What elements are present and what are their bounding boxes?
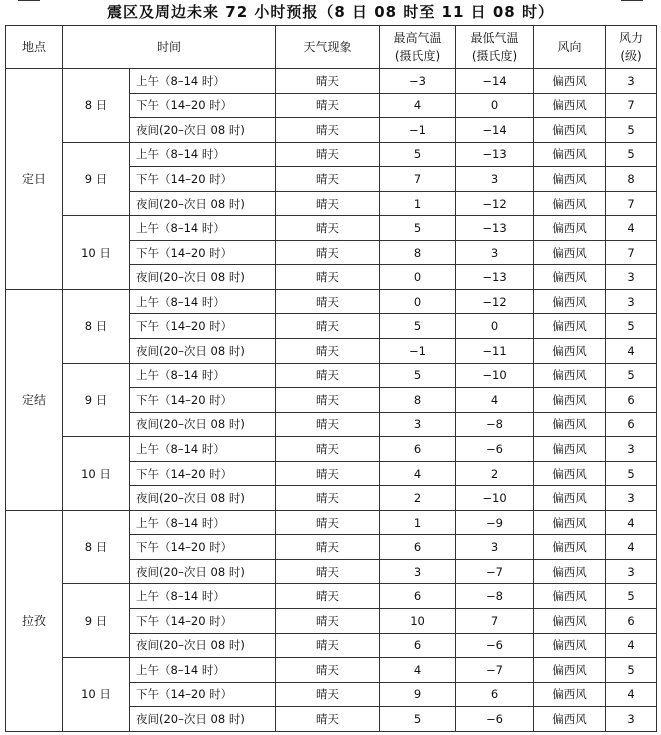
period-cell: 夜间(20–次日 08 时) xyxy=(130,118,276,143)
weather-cell: 晴天 xyxy=(276,339,380,364)
tmax-cell: 8 xyxy=(380,388,456,413)
weather-cell: 晴天 xyxy=(276,191,380,216)
wind-force-cell: 5 xyxy=(606,658,657,683)
tmin-cell: −14 xyxy=(456,118,534,143)
day-label: 8 日 xyxy=(63,289,130,363)
day-label: 9 日 xyxy=(63,584,130,658)
table-row xyxy=(6,142,657,167)
period-cell: 夜间(20–次日 08 时) xyxy=(130,191,276,216)
weather-cell: 晴天 xyxy=(276,240,380,265)
header-row xyxy=(6,26,657,69)
tmax-cell: 0 xyxy=(380,289,456,314)
table-row xyxy=(6,289,657,314)
tmax-cell: 4 xyxy=(380,461,456,486)
table-row xyxy=(6,69,657,94)
period-cell: 上午（8–14 时） xyxy=(130,142,276,167)
tmax-cell: 6 xyxy=(380,437,456,462)
tmin-cell: −10 xyxy=(456,486,534,511)
header-tmax-line1: 最高气温 xyxy=(393,31,442,45)
weather-cell: 晴天 xyxy=(276,265,380,290)
forecast-table xyxy=(5,25,657,732)
period-cell: 下午（14–20 时） xyxy=(130,461,276,486)
wind-force-cell: 3 xyxy=(606,559,657,584)
tmin-cell: −10 xyxy=(456,363,534,388)
tmax-cell: 1 xyxy=(380,510,456,535)
wind-direction-cell: 偏西风 xyxy=(534,609,606,634)
period-cell: 上午（8–14 时） xyxy=(130,363,276,388)
weather-cell: 晴天 xyxy=(276,412,380,437)
tmax-cell: 4 xyxy=(380,93,456,118)
wind-force-cell: 5 xyxy=(606,142,657,167)
tmax-cell: 3 xyxy=(380,559,456,584)
page-title: 震区及周边未来 72 小时预报（8 日 08 时至 11 日 08 时） xyxy=(107,3,554,21)
tmax-cell: 5 xyxy=(380,707,456,732)
wind-direction-cell: 偏西风 xyxy=(534,584,606,609)
wind-direction-cell: 偏西风 xyxy=(534,559,606,584)
period-cell: 下午（14–20 时） xyxy=(130,314,276,339)
wind-direction-cell: 偏西风 xyxy=(534,93,606,118)
tmax-cell: 0 xyxy=(380,265,456,290)
wind-force-cell: 3 xyxy=(606,265,657,290)
wind-direction-cell: 偏西风 xyxy=(534,167,606,192)
weather-cell: 晴天 xyxy=(276,388,380,413)
weather-cell: 晴天 xyxy=(276,363,380,388)
weather-cell: 晴天 xyxy=(276,584,380,609)
weather-cell: 晴天 xyxy=(276,682,380,707)
tmin-cell: 3 xyxy=(456,167,534,192)
table-row xyxy=(6,584,657,609)
wind-direction-cell: 偏西风 xyxy=(534,363,606,388)
wind-force-cell: 7 xyxy=(606,93,657,118)
tmax-cell: 6 xyxy=(380,535,456,560)
table-body xyxy=(6,69,657,732)
table-row xyxy=(6,216,657,241)
header-tmax-line2: (摄氏度) xyxy=(394,49,441,63)
wind-force-cell: 4 xyxy=(606,510,657,535)
wind-force-cell: 5 xyxy=(606,461,657,486)
wind-direction-cell: 偏西风 xyxy=(534,707,606,732)
header-tmin-line2: (摄氏度) xyxy=(471,49,518,63)
tmax-cell: 5 xyxy=(380,314,456,339)
period-cell: 夜间(20–次日 08 时) xyxy=(130,707,276,732)
wind-direction-cell: 偏西风 xyxy=(534,69,606,94)
period-cell: 下午（14–20 时） xyxy=(130,93,276,118)
wind-force-cell: 4 xyxy=(606,339,657,364)
period-cell: 夜间(20–次日 08 时) xyxy=(130,265,276,290)
weather-cell: 晴天 xyxy=(276,314,380,339)
day-label: 10 日 xyxy=(63,437,130,511)
wind-force-cell: 4 xyxy=(606,633,657,658)
wind-force-cell: 5 xyxy=(606,314,657,339)
weather-cell: 晴天 xyxy=(276,559,380,584)
tmax-cell: 5 xyxy=(380,216,456,241)
tmax-cell: 10 xyxy=(380,609,456,634)
day-label: 10 日 xyxy=(63,658,130,732)
wind-force-cell: 8 xyxy=(606,167,657,192)
header-tmin xyxy=(456,26,534,69)
weather-cell: 晴天 xyxy=(276,167,380,192)
header-time: 时间 xyxy=(63,26,276,69)
wind-force-cell: 6 xyxy=(606,388,657,413)
wind-direction-cell: 偏西风 xyxy=(534,388,606,413)
wind-force-cell: 3 xyxy=(606,707,657,732)
weather-cell: 晴天 xyxy=(276,609,380,634)
header-weather: 天气现象 xyxy=(276,26,380,69)
wind-direction-cell: 偏西风 xyxy=(534,412,606,437)
period-cell: 夜间(20–次日 08 时) xyxy=(130,559,276,584)
wind-direction-cell: 偏西风 xyxy=(534,289,606,314)
tmax-cell: 7 xyxy=(380,167,456,192)
tmin-cell: 4 xyxy=(456,388,534,413)
weather-cell: 晴天 xyxy=(276,510,380,535)
tmax-cell: 6 xyxy=(380,633,456,658)
weather-cell: 晴天 xyxy=(276,118,380,143)
header-wind-force xyxy=(606,26,657,69)
period-cell: 上午（8–14 时） xyxy=(130,437,276,462)
period-cell: 下午（14–20 时） xyxy=(130,240,276,265)
period-cell: 下午（14–20 时） xyxy=(130,388,276,413)
tmax-cell: 6 xyxy=(380,584,456,609)
tmin-cell: −8 xyxy=(456,412,534,437)
wind-direction-cell: 偏西风 xyxy=(534,486,606,511)
wind-force-cell: 5 xyxy=(606,584,657,609)
site-name: 定日 xyxy=(6,69,63,290)
header-location: 地点 xyxy=(6,26,63,69)
tmin-cell: −13 xyxy=(456,142,534,167)
wind-direction-cell: 偏西风 xyxy=(534,142,606,167)
weather-cell: 晴天 xyxy=(276,437,380,462)
period-cell: 上午（8–14 时） xyxy=(130,216,276,241)
tmax-cell: 9 xyxy=(380,682,456,707)
tmax-cell: 2 xyxy=(380,486,456,511)
tmin-cell: −8 xyxy=(456,584,534,609)
weather-cell: 晴天 xyxy=(276,658,380,683)
wind-force-cell: 3 xyxy=(606,437,657,462)
tmax-cell: 1 xyxy=(380,191,456,216)
tmax-cell: −3 xyxy=(380,69,456,94)
tmin-cell: −12 xyxy=(456,289,534,314)
tmin-cell: −6 xyxy=(456,707,534,732)
header-tmin-line1: 最低气温 xyxy=(470,31,519,45)
period-cell: 下午（14–20 时） xyxy=(130,609,276,634)
tmin-cell: −7 xyxy=(456,559,534,584)
wind-force-cell: 5 xyxy=(606,363,657,388)
tmin-cell: −11 xyxy=(456,339,534,364)
period-cell: 上午（8–14 时） xyxy=(130,510,276,535)
wind-direction-cell: 偏西风 xyxy=(534,437,606,462)
wind-force-cell: 4 xyxy=(606,216,657,241)
table-row xyxy=(6,363,657,388)
header-wind-direction: 风向 xyxy=(534,26,606,69)
weather-cell: 晴天 xyxy=(276,535,380,560)
period-cell: 夜间(20–次日 08 时) xyxy=(130,412,276,437)
period-cell: 上午（8–14 时） xyxy=(130,658,276,683)
wind-force-cell: 5 xyxy=(606,118,657,143)
table-row xyxy=(6,510,657,535)
table-row xyxy=(6,437,657,462)
weather-cell: 晴天 xyxy=(276,69,380,94)
tmin-cell: 3 xyxy=(456,240,534,265)
wind-force-cell: 7 xyxy=(606,240,657,265)
wind-direction-cell: 偏西风 xyxy=(534,240,606,265)
header-wind-force-line1: 风力 xyxy=(619,31,644,45)
wind-force-cell: 3 xyxy=(606,486,657,511)
tmax-cell: 8 xyxy=(380,240,456,265)
wind-direction-cell: 偏西风 xyxy=(534,682,606,707)
wind-force-cell: 4 xyxy=(606,535,657,560)
tmin-cell: 6 xyxy=(456,682,534,707)
tmin-cell: −6 xyxy=(456,437,534,462)
wind-force-cell: 6 xyxy=(606,412,657,437)
tmin-cell: 3 xyxy=(456,535,534,560)
period-cell: 上午（8–14 时） xyxy=(130,289,276,314)
tmax-cell: 5 xyxy=(380,363,456,388)
period-cell: 上午（8–14 时） xyxy=(130,584,276,609)
weather-cell: 晴天 xyxy=(276,486,380,511)
weather-cell: 晴天 xyxy=(276,216,380,241)
period-cell: 下午（14–20 时） xyxy=(130,535,276,560)
tmin-cell: 2 xyxy=(456,461,534,486)
wind-direction-cell: 偏西风 xyxy=(534,191,606,216)
period-cell: 上午（8–14 时） xyxy=(130,69,276,94)
tmin-cell: −6 xyxy=(456,633,534,658)
wind-force-cell: 6 xyxy=(606,609,657,634)
table-row xyxy=(6,658,657,683)
period-cell: 下午（14–20 时） xyxy=(130,167,276,192)
wind-direction-cell: 偏西风 xyxy=(534,461,606,486)
header-wind-force-line2: (级) xyxy=(620,49,642,63)
tmin-cell: −9 xyxy=(456,510,534,535)
wind-force-cell: 4 xyxy=(606,682,657,707)
weather-cell: 晴天 xyxy=(276,289,380,314)
day-label: 10 日 xyxy=(63,216,130,290)
weather-cell: 晴天 xyxy=(276,461,380,486)
day-label: 9 日 xyxy=(63,142,130,216)
tmax-cell: 4 xyxy=(380,658,456,683)
tmin-cell: −7 xyxy=(456,658,534,683)
weather-cell: 晴天 xyxy=(276,142,380,167)
tmin-cell: 0 xyxy=(456,93,534,118)
tmax-cell: 5 xyxy=(380,142,456,167)
tmin-cell: −12 xyxy=(456,191,534,216)
wind-force-cell: 3 xyxy=(606,69,657,94)
header-tmax xyxy=(380,26,456,69)
tmin-cell: −14 xyxy=(456,69,534,94)
site-name: 拉孜 xyxy=(6,510,63,731)
wind-direction-cell: 偏西风 xyxy=(534,633,606,658)
period-cell: 下午（14–20 时） xyxy=(130,682,276,707)
wind-direction-cell: 偏西风 xyxy=(534,510,606,535)
wind-direction-cell: 偏西风 xyxy=(534,535,606,560)
tmin-cell: 0 xyxy=(456,314,534,339)
wind-force-cell: 7 xyxy=(606,191,657,216)
tmin-cell: −13 xyxy=(456,265,534,290)
day-label: 8 日 xyxy=(63,69,130,143)
tmin-cell: 7 xyxy=(456,609,534,634)
wind-direction-cell: 偏西风 xyxy=(534,658,606,683)
wind-direction-cell: 偏西风 xyxy=(534,216,606,241)
tmax-cell: −1 xyxy=(380,339,456,364)
tmax-cell: 3 xyxy=(380,412,456,437)
period-cell: 夜间(20–次日 08 时) xyxy=(130,486,276,511)
wind-direction-cell: 偏西风 xyxy=(534,339,606,364)
day-label: 8 日 xyxy=(63,510,130,584)
site-name: 定结 xyxy=(6,289,63,510)
wind-direction-cell: 偏西风 xyxy=(534,265,606,290)
wind-direction-cell: 偏西风 xyxy=(534,314,606,339)
period-cell: 夜间(20–次日 08 时) xyxy=(130,633,276,658)
period-cell: 夜间(20–次日 08 时) xyxy=(130,339,276,364)
tmax-cell: −1 xyxy=(380,118,456,143)
wind-force-cell: 3 xyxy=(606,289,657,314)
weather-cell: 晴天 xyxy=(276,93,380,118)
wind-direction-cell: 偏西风 xyxy=(534,118,606,143)
weather-cell: 晴天 xyxy=(276,633,380,658)
tmin-cell: −13 xyxy=(456,216,534,241)
weather-cell: 晴天 xyxy=(276,707,380,732)
day-label: 9 日 xyxy=(63,363,130,437)
